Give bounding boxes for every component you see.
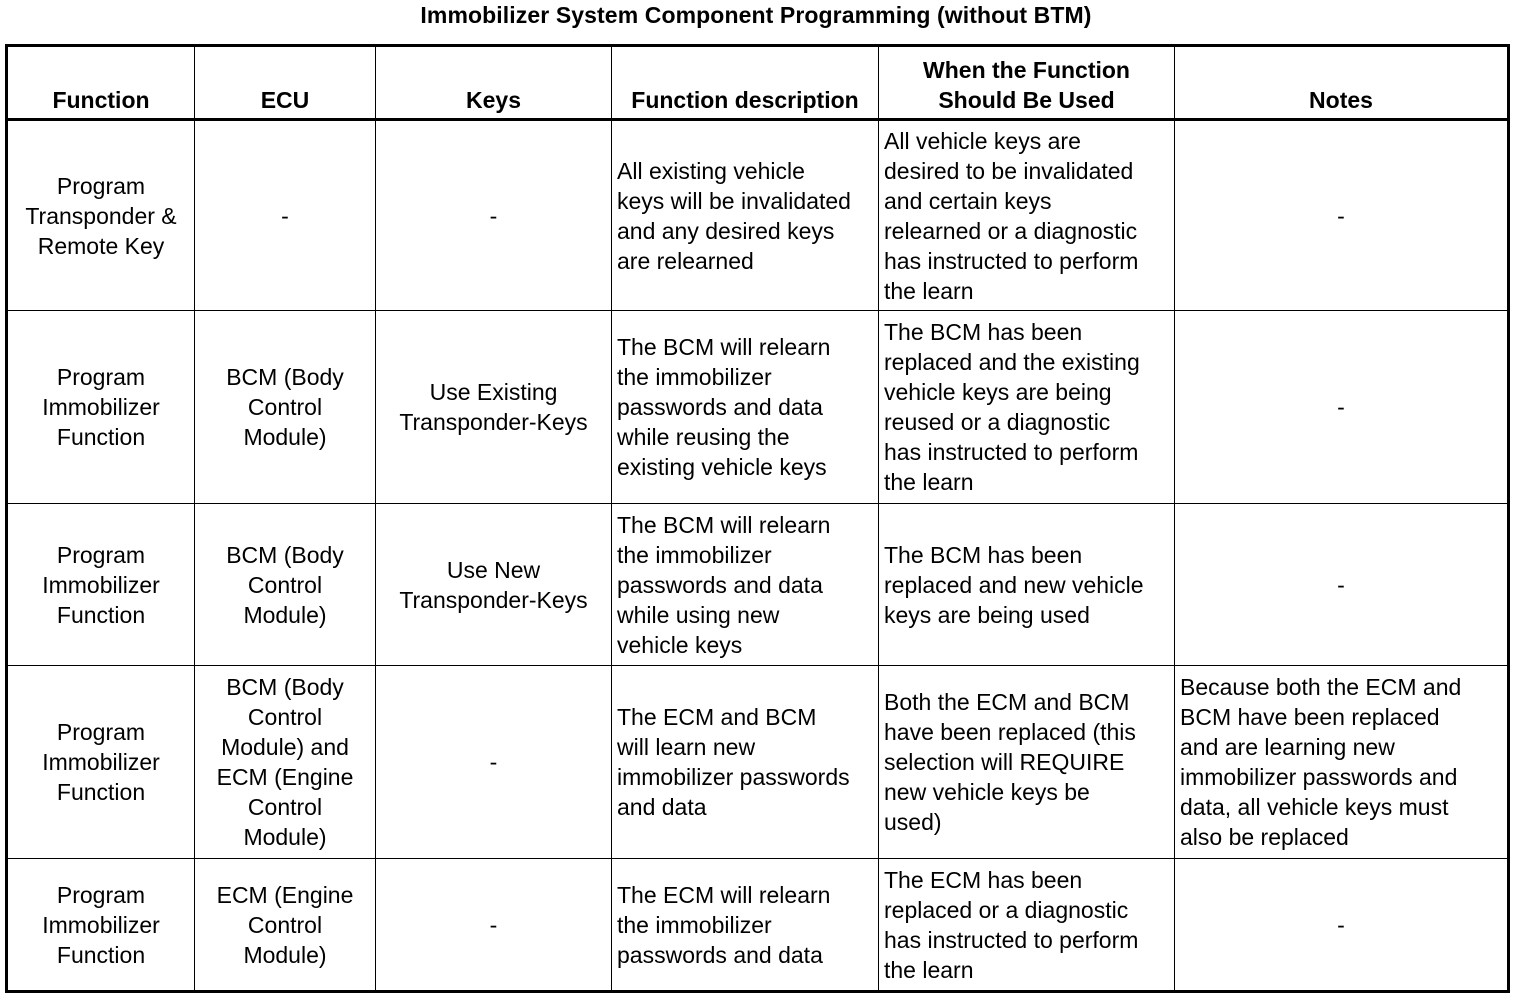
cell-keys [376, 859, 612, 992]
cell-line: desired to be invalidated [884, 157, 1134, 184]
cell-line: The ECM will relearn [617, 881, 831, 908]
cell-line: - [1337, 911, 1345, 938]
cell-line: Control [247, 704, 323, 730]
cell-line: BCM (Body [226, 364, 344, 390]
table-row [7, 859, 1509, 992]
cell-function [7, 120, 195, 311]
cell-ecu [195, 859, 376, 992]
cell-line: the immobilizer [617, 541, 772, 568]
cell-line: passwords and data [617, 941, 823, 968]
cell-line: has instructed to perform [884, 247, 1139, 274]
cell-line: - [489, 749, 498, 775]
cell-line: Immobilizer [42, 911, 160, 938]
cell-ecu [195, 504, 376, 666]
cell-notes [1175, 859, 1509, 992]
cell-line: the learn [884, 277, 974, 304]
cell-line: - [1337, 202, 1345, 229]
cell-line: The ECM has been [884, 866, 1083, 893]
cell-line: All vehicle keys are [884, 127, 1081, 154]
cell-keys [376, 120, 612, 311]
cell-notes [1175, 504, 1509, 666]
cell-when-used [879, 120, 1175, 311]
cell-line: and data [617, 794, 707, 820]
cell-line: Transponder-Keys [399, 586, 588, 613]
cell-line: Because both the ECM and [1180, 674, 1462, 700]
cell-when-used [879, 666, 1175, 859]
table-row [7, 120, 1509, 311]
cell-line: Module) [243, 824, 327, 850]
cell-line: The BCM has been [884, 319, 1083, 345]
cell-line: Program [56, 541, 146, 568]
cell-line: Control [247, 571, 323, 598]
header-when-used [879, 46, 1175, 120]
header-notes: Notes [1175, 46, 1509, 120]
cell-line: vehicle keys [617, 631, 743, 658]
cell-line: keys are being used [884, 601, 1090, 628]
cell-line: - [1337, 394, 1345, 420]
header-function: Function [7, 46, 195, 120]
cell-line: Both the ECM and BCM [884, 689, 1130, 715]
cell-line: Module) [243, 941, 327, 968]
cell-line: ECM (Engine [216, 764, 354, 790]
cell-line: The BCM will relearn [617, 511, 831, 538]
cell-line: and certain keys [884, 187, 1052, 214]
cell-line: BCM (Body [226, 674, 344, 700]
header-when-line: Should Be Used [938, 87, 1115, 113]
cell-function [7, 504, 195, 666]
cell-notes [1175, 666, 1509, 859]
document-title: Immobilizer System Component Programming (without BTM) [420, 2, 1092, 28]
cell-line: also be replaced [1180, 824, 1349, 850]
cell-line: Program [56, 364, 146, 390]
cell-line: Program [56, 881, 146, 908]
header-ecu: ECU [195, 46, 376, 120]
cell-line: Use Existing [429, 379, 558, 405]
cell-line: are relearned [617, 247, 754, 274]
cell-description [612, 666, 879, 859]
cell-line: All existing vehicle [617, 157, 805, 184]
cell-function [7, 666, 195, 859]
cell-line: data, all vehicle keys must [1180, 794, 1449, 820]
cell-keys [376, 666, 612, 859]
cell-line: replaced and new vehicle [884, 571, 1144, 598]
cell-line: and any desired keys [617, 217, 835, 244]
cell-notes [1175, 120, 1509, 311]
cell-line: used) [884, 809, 942, 835]
cell-line: existing vehicle keys [617, 454, 827, 480]
cell-function [7, 859, 195, 992]
cell-ecu [195, 311, 376, 504]
cell-ecu [195, 120, 376, 311]
cell-line: selection will REQUIRE [884, 749, 1125, 775]
cell-line: the learn [884, 956, 974, 983]
cell-line: Immobilizer [42, 749, 160, 775]
cell-line: Transponder & [25, 202, 177, 229]
cell-line: replaced or a diagnostic [884, 896, 1129, 923]
cell-line: relearned or a diagnostic [884, 217, 1138, 244]
cell-line: ECM (Engine [216, 881, 354, 908]
table-row [7, 311, 1509, 504]
table-header-row [7, 46, 1509, 120]
cell-line: the learn [884, 469, 974, 495]
cell-line: Transponder-Keys [399, 409, 588, 435]
cell-line: while using new [617, 601, 780, 628]
cell-when-used [879, 311, 1175, 504]
cell-description [612, 504, 879, 666]
cell-line: Function [56, 779, 146, 805]
cell-line: Control [247, 394, 323, 420]
cell-keys [376, 504, 612, 666]
cell-line: Program [56, 719, 146, 745]
cell-line: Remote Key [37, 232, 165, 259]
cell-description [612, 120, 879, 311]
cell-line: Function [56, 424, 146, 450]
cell-line: Module) [243, 601, 327, 628]
cell-description [612, 311, 879, 504]
cell-line: BCM (Body [226, 541, 344, 568]
cell-line: Module) and [221, 734, 349, 760]
cell-line: and are learning new [1180, 734, 1395, 760]
cell-line: keys will be invalidated [617, 187, 851, 214]
cell-line: Immobilizer [42, 571, 160, 598]
cell-line: - [281, 202, 289, 229]
cell-line: Use New [446, 556, 541, 583]
cell-line: The BCM will relearn [617, 334, 831, 360]
table-row [7, 504, 1509, 666]
cell-line: immobilizer passwords [617, 764, 850, 790]
cell-line: the immobilizer [617, 911, 772, 938]
cell-line: - [489, 202, 498, 229]
table-row [7, 666, 1509, 859]
cell-line: has instructed to perform [884, 439, 1139, 465]
cell-line: Function [56, 601, 146, 628]
cell-line: Module) [243, 424, 327, 450]
cell-line: passwords and data [617, 394, 823, 420]
cell-line: will learn new [617, 734, 756, 760]
cell-line: BCM have been replaced [1180, 704, 1440, 730]
cell-when-used [879, 859, 1175, 992]
cell-line: replaced and the existing [884, 349, 1140, 375]
cell-line: immobilizer passwords and [1180, 764, 1458, 790]
cell-line: Immobilizer [42, 394, 160, 420]
cell-line: Control [247, 794, 323, 820]
cell-when-used [879, 504, 1175, 666]
immobilizer-programming-table [5, 44, 1510, 993]
cell-line: has instructed to perform [884, 926, 1139, 953]
header-function-description: Function description [612, 46, 879, 120]
cell-line: new vehicle keys be [884, 779, 1090, 805]
cell-line: Function [56, 941, 146, 968]
cell-line: The BCM has been [884, 541, 1083, 568]
cell-line: Control [247, 911, 323, 938]
cell-line: Program [56, 172, 146, 199]
cell-line: while reusing the [617, 424, 790, 450]
cell-line: have been replaced (this [884, 719, 1136, 745]
cell-line: The ECM and BCM [617, 704, 817, 730]
header-when-line: When the Function [923, 57, 1130, 83]
cell-line: - [489, 911, 498, 938]
cell-function [7, 311, 195, 504]
cell-line: reused or a diagnostic [884, 409, 1111, 435]
header-keys: Keys [376, 46, 612, 120]
cell-line: - [1337, 571, 1345, 598]
cell-notes [1175, 311, 1509, 504]
cell-description [612, 859, 879, 992]
cell-line: passwords and data [617, 571, 823, 598]
cell-ecu [195, 666, 376, 859]
cell-line: the immobilizer [617, 364, 772, 390]
cell-line: vehicle keys are being [884, 379, 1112, 405]
cell-keys [376, 311, 612, 504]
